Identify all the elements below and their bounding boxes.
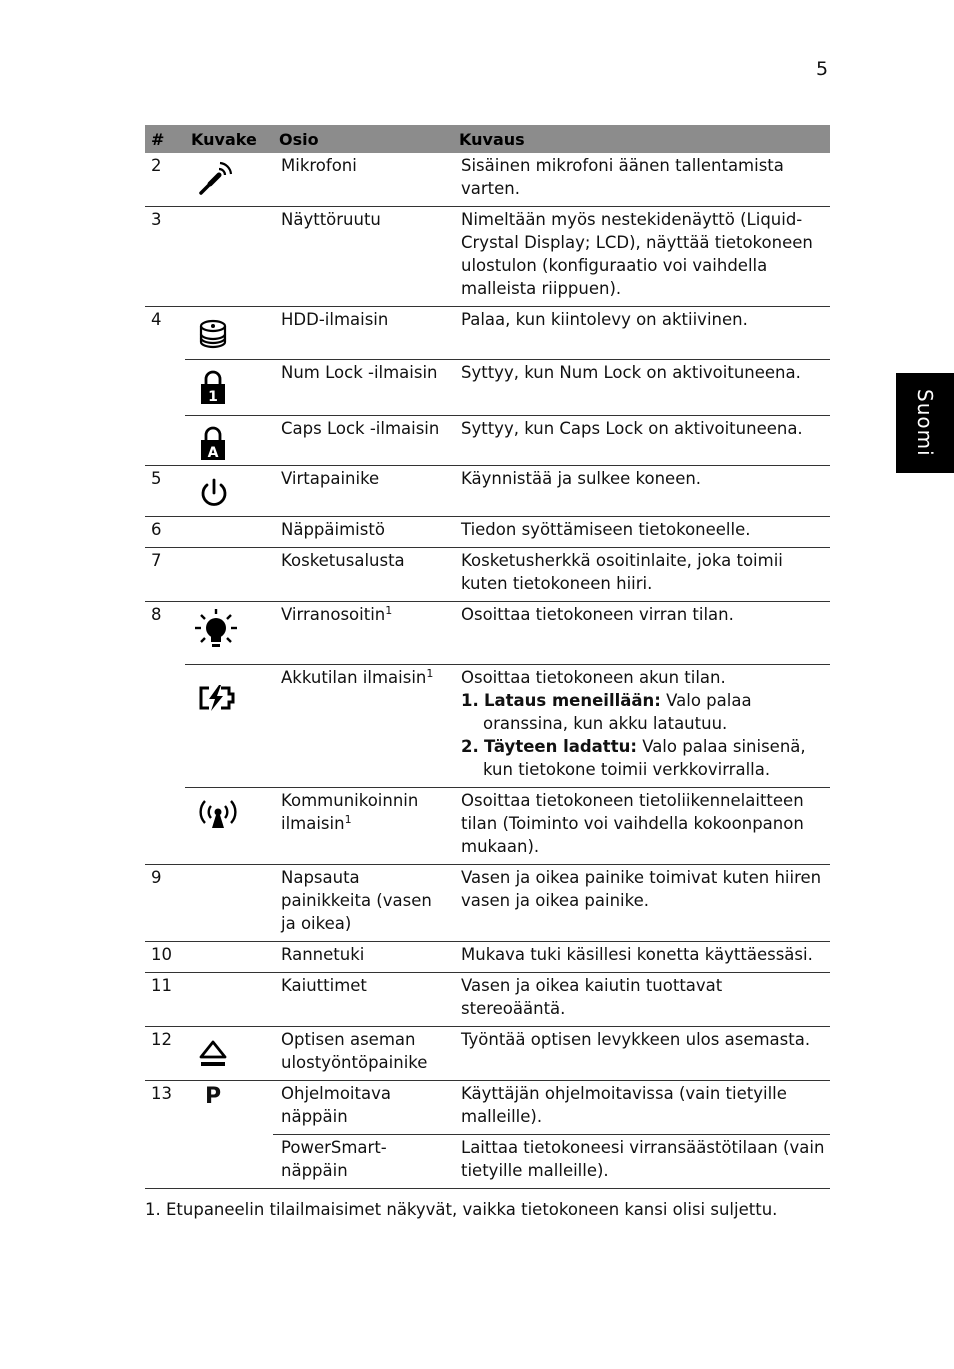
row-part: Virtapainike [273,466,453,517]
state-text: Valo palaa sinisenä, kun tietokone toimii verkkovirralla. [483,737,806,779]
header-icon: Kuvake [185,125,273,153]
table-row [145,942,830,973]
hdd-icon [197,317,231,351]
list-number: 2. [461,737,479,756]
power-indicator-icon [193,606,239,654]
table-row [145,360,830,416]
state-label: Lataus meneillään: [484,691,661,710]
row-part [273,602,453,665]
eject-icon [197,1037,229,1071]
row-desc: Osoittaa tietokoneen tietoliikennelaitteen tilan (Toiminto voi vaihdella kokoonpanon mukaan). [453,788,830,865]
row-part-text: Kommunikoinnin ilmaisin [281,791,419,833]
footnote-ref: 1 [344,813,352,826]
row-desc: Työntää optisen levykkeen ulos asemasta. [453,1027,830,1081]
language-tab-label: Suomi [913,389,937,457]
footnote: 1. Etupaneelin tilailmaisimet näkyvät, vaikka tietokoneen kansi olisi suljettu. [145,1200,778,1219]
table-row [145,1081,830,1135]
state-label: Täyteen ladattu: [484,737,637,756]
row-part: Ohjelmoitava näppäin [273,1081,453,1135]
wireless-icon [197,798,239,832]
row-desc: Osoittaa tietokoneen virran tilan. [453,602,830,665]
row-desc: Kosketusherkkä osoitinlaite, joka toimii kuten tietokoneen hiiri. [453,548,830,602]
page-number: 5 [816,58,829,80]
svg-text:1: 1 [208,389,218,405]
component-table [145,125,830,1189]
row-num: 8 [151,605,162,624]
row-num [145,416,185,466]
row-num: 6 [145,517,185,548]
table-row [145,307,830,360]
row-part: Kaiuttimet [273,973,453,1027]
row-part [273,665,453,788]
row-num: 3 [145,207,185,307]
row-desc: Laittaa tietokoneesi virransäästötilaan (vain tietyille malleille). [453,1135,830,1189]
row-num: 4 [151,310,162,329]
row-num [145,1135,185,1189]
language-tab [896,373,954,473]
list-number: 1. [461,691,479,710]
list-item [461,735,826,781]
header-part: Osio [273,125,453,153]
row-part: Näyttöruutu [273,207,453,307]
row-num: 7 [145,548,185,602]
battery-indicator-icon [197,683,237,713]
table-row [145,517,830,548]
programmable-key-icon: P [205,1084,222,1109]
row-part: Napsauta painikkeita (vasen ja oikea) [273,865,453,942]
row-desc: Syttyy, kun Num Lock on aktivoituneena. [453,360,830,416]
row-desc: Syttyy, kun Caps Lock on aktivoituneena. [453,416,830,466]
row-num: 5 [145,466,185,517]
row-part [273,788,453,865]
header-desc: Kuvaus [453,125,830,153]
row-desc: Käynnistää ja sulkee koneen. [453,466,830,517]
table-header [145,125,830,153]
row-part: Näppäimistö [273,517,453,548]
caps-lock-icon [197,426,229,462]
row-part: Optisen aseman ulostyöntöpainike [273,1027,453,1081]
power-icon [197,476,231,510]
footnote-ref: 1 [426,667,434,680]
footnote-ref: 1 [385,604,393,617]
row-part: Num Lock -ilmaisin [273,360,453,416]
table-row [145,207,830,307]
row-part-text: Virranosoitin [281,605,386,624]
table-row [145,1135,830,1189]
row-desc: Mukava tuki käsillesi konetta käyttäessäsi. [453,942,830,973]
row-num [145,788,185,865]
table-row [145,865,830,942]
row-num: 11 [145,973,185,1027]
table-row [145,1027,830,1081]
table-row [145,665,830,788]
row-desc: Tiedon syöttämiseen tietokoneelle. [453,517,830,548]
row-desc: Vasen ja oikea painike toimivat kuten hiiren vasen ja oikea painike. [453,865,830,942]
row-desc: Nimeltään myös nestekidenäyttö (Liquid-Crystal Display; LCD), näyttää tietokoneen ulostulon (konfiguraatio voi vaihdella malleista riippuen). [453,207,830,307]
row-desc: Käyttäjän ohjelmoitavissa (vain tietyille malleille). [453,1081,830,1135]
list-item [461,689,826,735]
row-desc: Sisäinen mikrofoni äänen tallentamista varten. [453,153,830,207]
num-lock-icon [197,370,229,406]
row-desc: Palaa, kun kiintolevy on aktiivinen. [453,307,830,360]
row-part: HDD-ilmaisin [273,307,453,360]
row-desc-text: Osoittaa tietokoneen akun tilan. [461,668,726,687]
row-part: PowerSmart-näppäin [273,1135,453,1189]
row-part: Caps Lock -ilmaisin [273,416,453,466]
row-num: 10 [145,942,185,973]
row-part: Kosketusalusta [273,548,453,602]
row-part: Mikrofoni [273,153,453,207]
battery-states-list [461,689,826,781]
table-row [145,973,830,1027]
row-num [145,665,185,788]
row-part: Rannetuki [273,942,453,973]
row-num: 9 [145,865,185,942]
svg-text:A: A [207,445,219,461]
row-num: 2 [145,153,185,207]
row-part-text: Akkutilan ilmaisin [281,668,427,687]
table-row [145,548,830,602]
table-row [145,788,830,865]
header-num: # [145,125,185,153]
microphone-icon [197,157,237,197]
row-num: 13 [151,1084,172,1103]
table-row [145,466,830,517]
row-desc [453,665,830,788]
table-row [145,416,830,466]
state-text: Valo palaa oranssina, kun akku latautuu. [483,691,752,733]
row-desc: Vasen ja oikea kaiutin tuottavat stereoääntä. [453,973,830,1027]
table-row [145,153,830,207]
table-row [145,602,830,665]
row-num [145,360,185,416]
row-num: 12 [145,1027,185,1081]
